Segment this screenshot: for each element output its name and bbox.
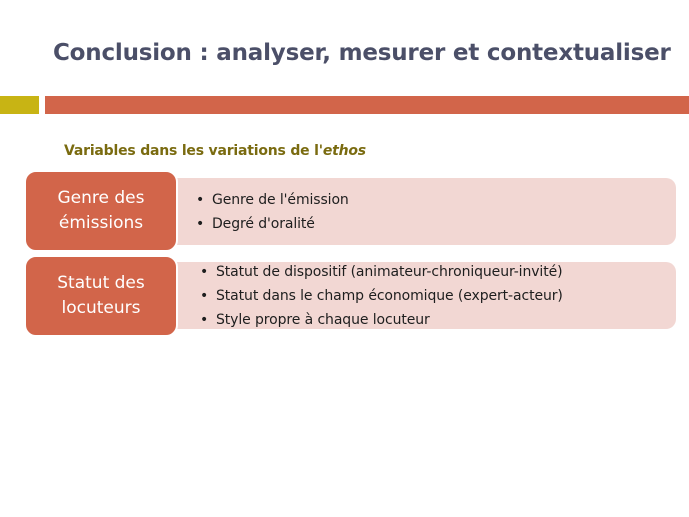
bullet-list — [198, 260, 563, 332]
bullet-list — [194, 188, 349, 236]
group-panel-genre — [164, 178, 676, 245]
title-underline-bar — [45, 96, 689, 114]
bullet-item: • Statut de dispositif (animateur-chroniqueur-invité) — [198, 260, 563, 284]
bullet-item: • Genre de l'émission — [194, 188, 349, 212]
slide-subtitle — [64, 143, 366, 159]
bullet-item: • Degré d'oralité — [194, 212, 349, 236]
label-line: Genre des — [57, 188, 145, 208]
subtitle-italic-word: ethos — [322, 143, 366, 159]
slide-title: Conclusion : analyser, mesurer et contextualiser — [53, 40, 671, 66]
group-label-genre — [24, 170, 178, 252]
label-line: Statut des — [57, 273, 145, 293]
accent-bar — [0, 96, 39, 114]
group-label-statut — [24, 255, 178, 337]
label-line: émissions — [58, 213, 144, 233]
subtitle-text: Variables dans les variations de l' — [64, 143, 323, 159]
bullet-item: • Style propre à chaque locuteur — [198, 308, 563, 332]
label-line: locuteurs — [61, 298, 141, 318]
group-panel-statut — [164, 262, 676, 329]
bullet-item: • Statut dans le champ économique (expert-acteur) — [198, 284, 563, 308]
